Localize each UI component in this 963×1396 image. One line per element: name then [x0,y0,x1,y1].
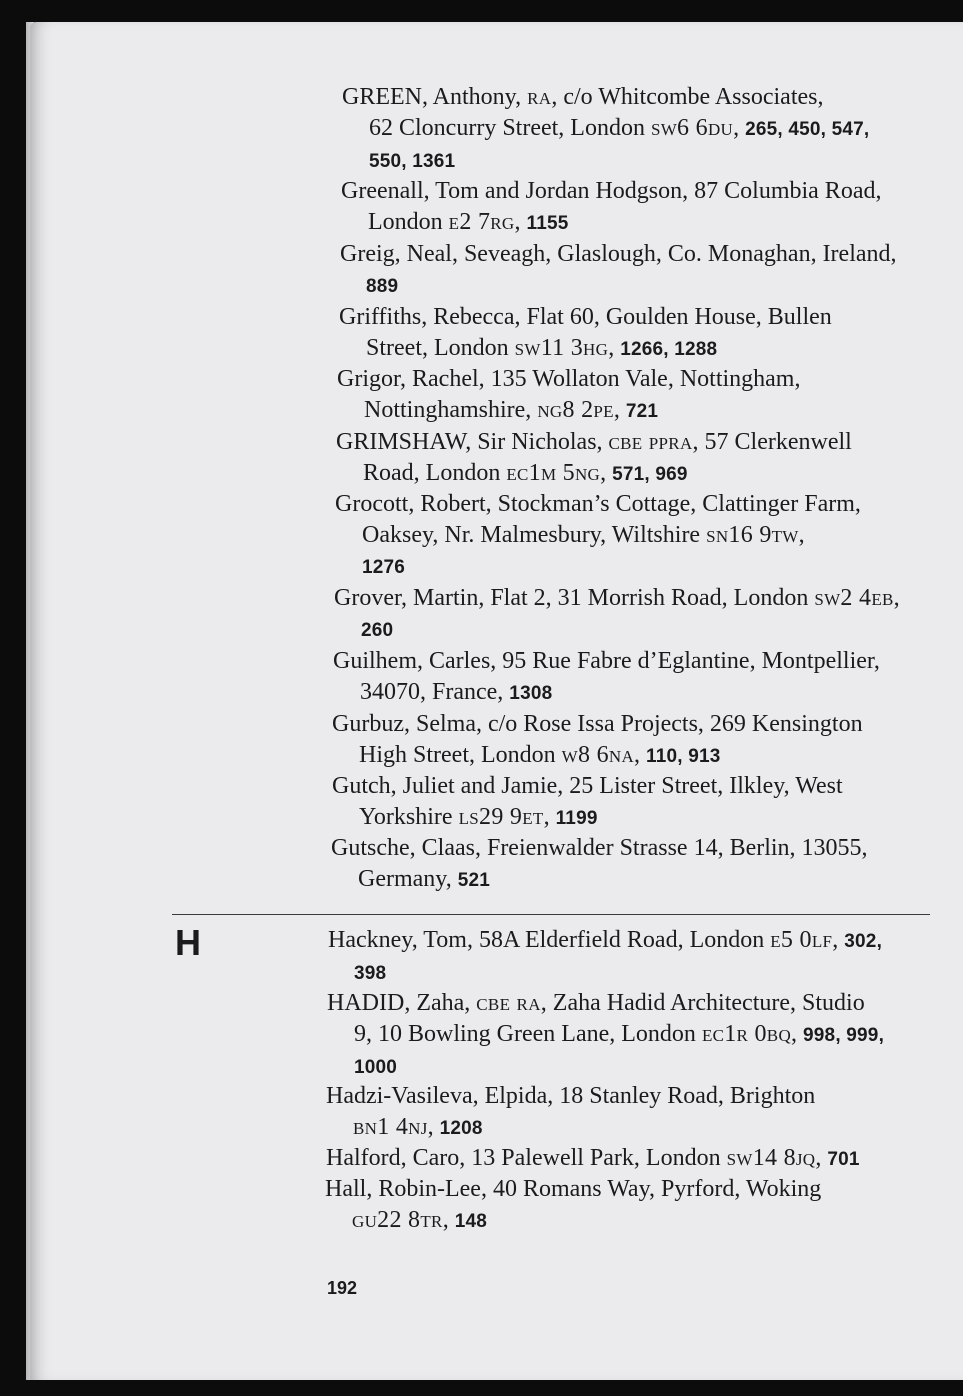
directory-entry: Hackney, Tom, 58A Elderfield Road, London e5 0lf, 302, 398 [328,927,883,984]
directory-entry: Grigor, Rachel, 135 Wollaton Vale, Nottingham, Nottinghamshire, ng8 2pe, 721 [337,366,801,423]
directory-entry: Greenall, Tom and Jordan Hodgson, 87 Columbia Road, London e2 7rg, 1155 [341,178,882,235]
directory-entry: Grocott, Robert, Stockman’s Cottage, Clattinger Farm, Oaksey, Nr. Malmesbury, Wiltshire sn16 9tw, 1276 [335,491,861,578]
directory-entry: Halford, Caro, 13 Palewell Park, London sw14 8jq, 701 [326,1145,860,1171]
directory-entry: Griffiths, Rebecca, Flat 60, Goulden House, Bullen Street, London sw11 3hg, 1266, 1288 [339,304,832,361]
book-page [30,22,963,1380]
directory-entry: Grover, Martin, Flat 2, 31 Morrish Road, London sw2 4eb, 260 [334,585,900,641]
page-number: 192 [327,1278,358,1298]
directory-entry: HADID, Zaha, cbe ra, Zaha Hadid Architecture, Studio 9, 10 Bowling Green Lane, London ec1r 0bq, 998, 999, 1000 [327,990,885,1078]
directory-entry: Gutch, Juliet and Jamie, 25 Lister Street, Ilkley, West Yorkshire ls29 9et, 1199 [332,773,843,830]
directory-entry: Hall, Robin-Lee, 40 Romans Way, Pyrford, Woking gu22 8tr, 148 [325,1176,822,1233]
directory-entry: GRIMSHAW, Sir Nicholas, cbe ppra, 57 Clerkenwell Road, London ec1m 5ng, 571, 969 [336,429,852,486]
directory-entry: Hadzi-Vasileva, Elpida, 18 Stanley Road, Brighton bn1 4nj, 1208 [326,1083,816,1140]
directory-entry: Gutsche, Claas, Freienwalder Strasse 14, Berlin, 13055, Germany, 521 [331,835,868,892]
section-letter: H [175,922,201,963]
directory-entry: GREEN, Anthony, ra, c/o Whitcombe Associates, 62 Cloncurry Street, London sw6 6du, 265, 450, 547, 550, 1361 [342,84,870,172]
section-divider [172,914,930,915]
directory-entry: Gurbuz, Selma, c/o Rose Issa Projects, 269 Kensington High Street, London w8 6na, 110, 913 [332,711,863,768]
directory-entry: Guilhem, Carles, 95 Rue Fabre d’Eglantine, Montpellier, 34070, France, 1308 [333,648,880,705]
directory-entry: Greig, Neal, Seveagh, Glaslough, Co. Monaghan, Ireland, 889 [340,241,897,297]
